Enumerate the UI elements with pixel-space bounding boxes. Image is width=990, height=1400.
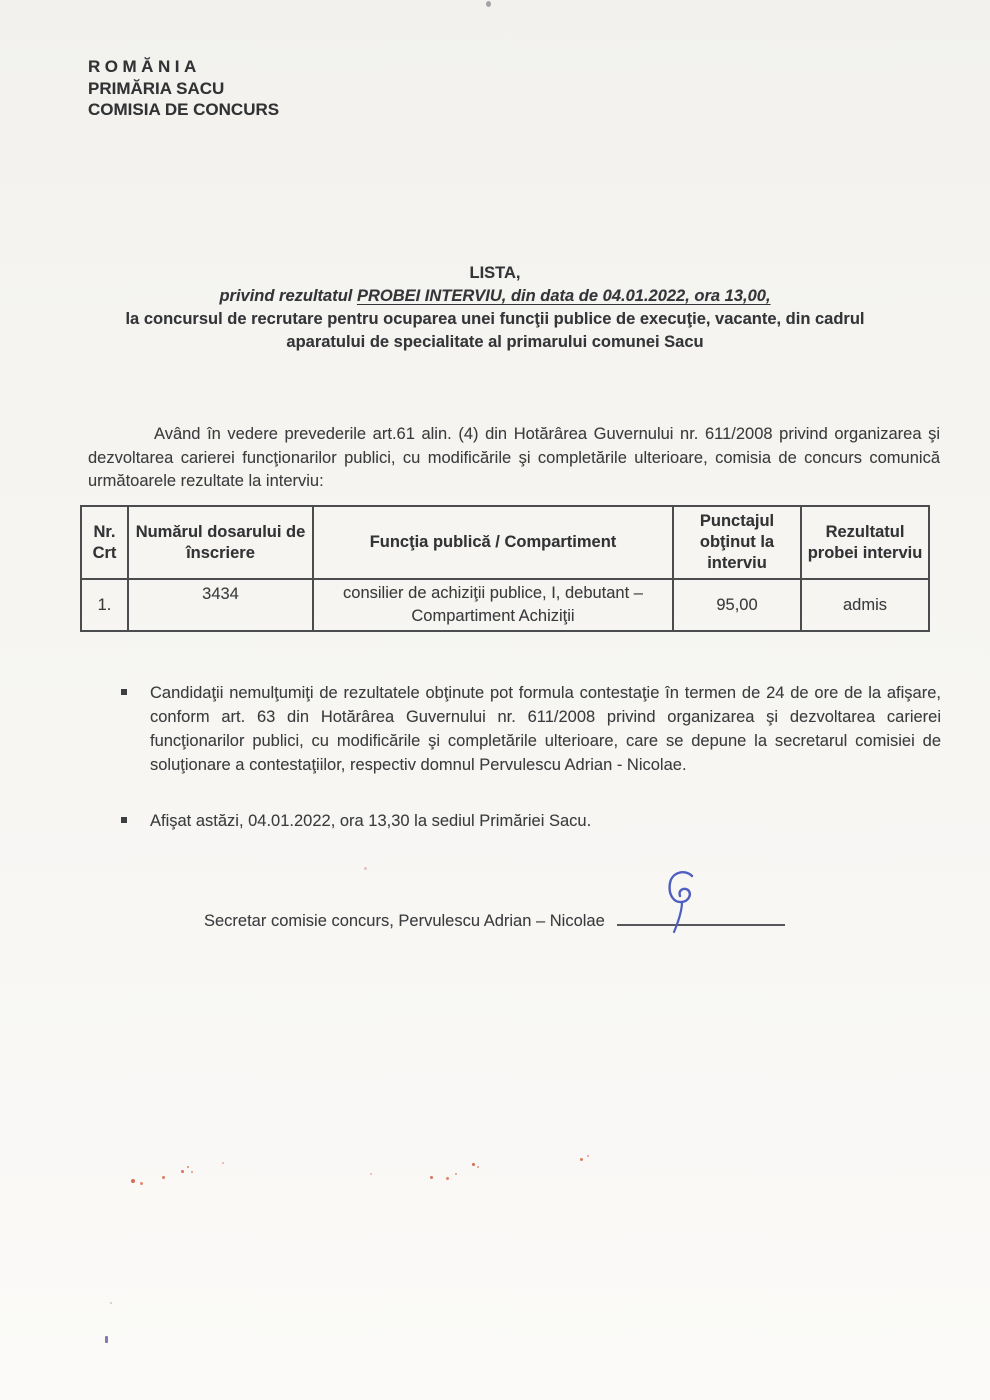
cell-public-function: consilier de achiziţii publice, I, debutant – Compartiment Achiziţii (313, 579, 673, 631)
title-context-line2: aparatului de specialitate al primarului comunei Sacu (286, 333, 704, 351)
scan-speck (187, 1166, 189, 1168)
letterhead-institution: PRIMĂRIA SACU (88, 78, 225, 98)
bullet-posted (119, 809, 941, 833)
title-subject-underlined: PROBEI INTERVIU, din data de 04.01.2022, ora 13,00, (356, 287, 771, 305)
bullet-square-marker (121, 817, 127, 823)
letterhead-country: ROMĂNIA (88, 57, 201, 76)
col-header-dossier-number: Numărul dosarului de înscriere (128, 506, 313, 579)
col-header-interview-result: Rezultatul probei interviu (801, 506, 929, 579)
cell-interview-result: admis (801, 579, 929, 631)
col-header-nr-crt: Nr. Crt (81, 506, 128, 579)
scan-speck (110, 1302, 112, 1304)
scan-speck (140, 1182, 143, 1185)
bullet-posted-text: Afişat astăzi, 04.01.2022, ora 13,30 la sediul Primăriei Sacu. (150, 812, 592, 830)
handwritten-signature-scribble (661, 870, 701, 934)
letterhead (88, 56, 279, 121)
scan-speck (455, 1173, 457, 1175)
scan-speck (580, 1158, 583, 1161)
cell-dossier-number: 3434 (128, 579, 313, 631)
bullet-contestation-text: Candidaţii nemulţumiţi de rezultatele obţinute pot formula contestaţie în termen de 24 de ore de la afişare, conform art. 63 din Hotărârea Guvernului nr. 611/2008 privind organizarea şi dezvoltarea carierei funcţionarilor publici, cu modificările şi completările ulterioare, care se depune la secretarul comisiei de soluţionare a contestaţiilor, respectiv domnul Pervulescu Adrian - Nicolae. (150, 684, 941, 774)
title-context-line1: la concursul de recrutare pentru ocuparea unei funcţii publice de execuţie, vacante, din cadrul (125, 310, 865, 328)
cell-interview-score: 95,00 (673, 579, 801, 631)
scan-speck (472, 1163, 475, 1166)
col-header-public-function: Funcţia publică / Compartiment (313, 506, 673, 579)
col-header-interview-score: Punctajul obţinut la interviu (673, 506, 801, 579)
scan-speck (222, 1162, 224, 1164)
title-lista: LISTA, (469, 264, 521, 282)
scan-speck (430, 1176, 433, 1179)
intro-paragraph: Având în vedere prevederile art.61 alin. (4) din Hotărârea Guvernului nr. 611/2008 privind organizarea şi dezvoltarea carierei funcţionarilor publici, cu modificările şi completările ulterioare, comisia de concurs comunică următoarele rezultate la interviu: (88, 425, 940, 490)
letterhead-commission: COMISIA DE CONCURS (88, 100, 280, 119)
results-table (80, 505, 930, 632)
scan-speck (105, 1336, 108, 1343)
document-title (0, 262, 990, 354)
bullet-square-marker (121, 689, 127, 695)
table-header-row (81, 506, 929, 579)
bullet-contestation (119, 681, 941, 777)
scan-speck (486, 1, 491, 7)
scan-speck (181, 1170, 184, 1173)
scan-speck (446, 1177, 449, 1180)
cell-nr-crt: 1. (81, 579, 128, 631)
title-subject (0, 285, 990, 308)
scan-speck (131, 1179, 135, 1183)
table-row (81, 579, 929, 631)
signature-line (204, 912, 785, 931)
scan-speck (477, 1166, 479, 1168)
signature-underline (617, 922, 785, 926)
signature-label: Secretar comisie concurs, Pervulescu Adrian – Nicolae (204, 912, 605, 930)
scan-speck (370, 1173, 372, 1175)
scan-speck (191, 1171, 193, 1173)
title-subject-prefix: privind rezultatul (219, 287, 357, 305)
scan-speck (587, 1155, 589, 1157)
scan-speck (364, 867, 367, 870)
scan-speck (162, 1176, 165, 1179)
